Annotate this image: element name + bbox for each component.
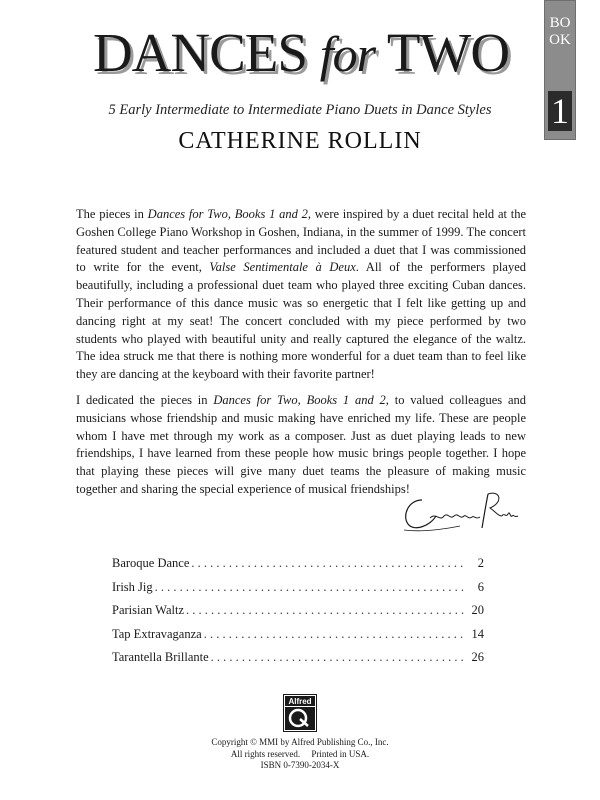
author-signature [400, 486, 520, 538]
toc-title: Irish Jig [112, 579, 153, 594]
toc-page-number: 20 [471, 603, 484, 617]
toc-page-number: 2 [477, 556, 484, 570]
intro-p1-italic-title: Dances for Two, Books 1 and 2, [147, 207, 311, 221]
title-part-for: for [319, 26, 376, 82]
toc-leader-dots [155, 580, 466, 595]
rights-line: All rights reserved. Printed in USA. [230, 748, 370, 759]
toc-page-number: 6 [477, 579, 484, 594]
intro-p2-text-b: to valued colleagues and musicians whose friendship and music making have enriched my life. These are people whom I have met through my work as a composer. Just as duet playing leads to new friendships, I have learned from these people how music brings people together. I hope that playing these pieces will give many duet teams the pleasure of making music together and sharing the special experience of musical friendships! [76, 392, 526, 496]
intro-p1-italic-piece: Valse Sentimentale à Deux [209, 260, 356, 275]
toc-title: Tap Extravaganza [112, 626, 202, 641]
author-name: CATHERINE ROLLIN [178, 128, 422, 154]
logo-wordmark: Alfred [288, 697, 312, 706]
toc-entry-tarantella-brillante [112, 650, 484, 674]
copyright-line: Copyright © MMI by Alfred Publishing Co., Inc. [211, 737, 389, 747]
toc-page-number: 14 [471, 626, 484, 641]
copyright-notice [150, 737, 450, 772]
alfred-logo [283, 694, 317, 732]
book-number-tab [544, 0, 576, 140]
toc-leader-dots [191, 556, 466, 571]
toc-title: Tarantella Brillante [112, 650, 209, 664]
toc-title: Baroque Dance [112, 556, 190, 570]
toc-leader-dots [186, 603, 466, 618]
introduction-text [76, 206, 526, 507]
intro-p1-text-a: The pieces in [76, 207, 148, 221]
book-number: 1 [548, 91, 572, 131]
intro-p1-text-c: . All of the performers played beautifully, including a professional duet team who played three exciting Cuban dances. Their performance of this dance music was so energetic that I felt like getting up and dancing right at my seat! The concert concluded with my piece performed by two students who played with beautiful unity and really captured the elegance of the waltz. The idea struck me that there is nothing more wonderful for a duet team than to feel like they are dancing at the keyboard with their favorite partner! [76, 260, 526, 382]
isbn-line: ISBN 0-7390-2034-X [260, 760, 340, 770]
toc-entry-tap-extravaganza [112, 627, 484, 651]
intro-paragraph-2 [76, 392, 526, 499]
toc-leader-dots [204, 627, 466, 642]
table-of-contents [112, 556, 484, 674]
subtitle: 5 Early Intermediate to Intermediate Piano Duets in Dance Styles [108, 102, 492, 118]
toc-leader-dots [211, 650, 466, 665]
title-part-two: TWO [375, 22, 510, 83]
toc-entry-irish-jig [112, 580, 484, 604]
toc-entry-parisian-waltz [112, 603, 484, 627]
intro-p1-text-b: were inspired by a duet recital held at the Goshen College Piano Workshop in Goshen, Indiana, in the summer of 1999. The concert featured student and teacher performances and included a duet that I was commissioned to write for the event, [76, 207, 526, 275]
intro-p2-italic-title: Dances for Two, Books 1 and 2, [213, 392, 389, 407]
book-label: BOOK [549, 15, 571, 48]
toc-entry-baroque-dance [112, 556, 484, 580]
intro-paragraph-1 [76, 206, 526, 384]
toc-title: Parisian Waltz [112, 603, 185, 617]
toc-page-number: 26 [471, 650, 484, 664]
intro-p2-text-a: I dedicated the pieces in [76, 392, 214, 407]
book-title [66, 22, 536, 85]
title-part-dances: DANCES [92, 22, 320, 83]
